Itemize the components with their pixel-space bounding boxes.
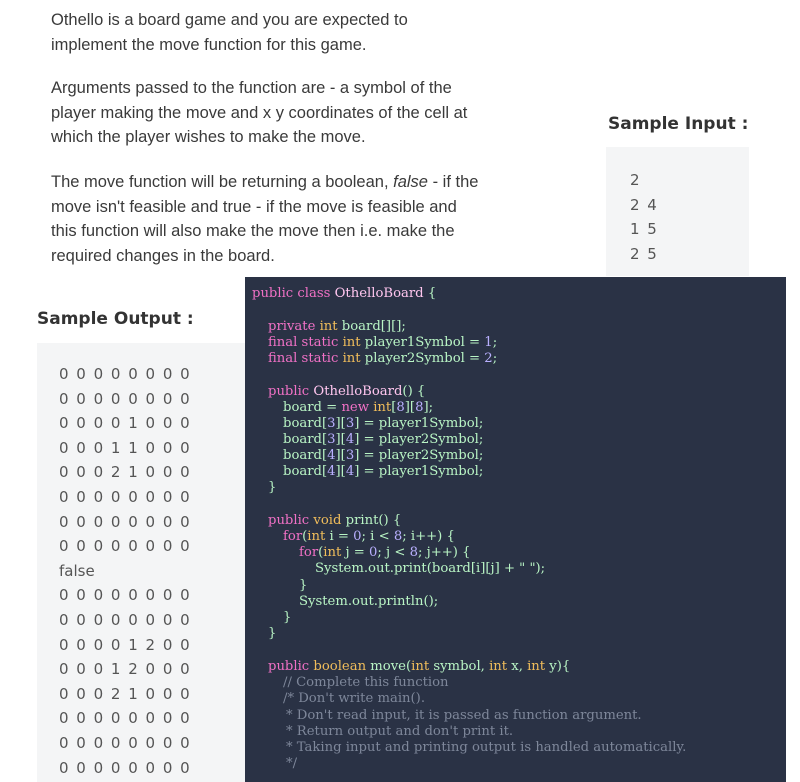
- sample-input-line: 2: [630, 171, 642, 189]
- code-token: print: [345, 513, 379, 528]
- code-token: 8: [393, 529, 403, 544]
- code-token: public: [268, 384, 314, 399]
- code-token: [: [391, 400, 397, 415]
- sample-output-line: 0 0 0 2 1 0 0 0: [59, 463, 192, 482]
- code-token: ; i++) {: [402, 529, 455, 544]
- code-token: ] = player2Symbol;: [354, 432, 484, 447]
- code-token: j =: [345, 545, 370, 560]
- code-token: 3: [345, 448, 355, 463]
- code-line-print-method: [268, 513, 401, 529]
- code-line-brace: }: [268, 626, 277, 641]
- code-line-print-cell: System.out.print(board[i][j] + " ");: [315, 561, 546, 576]
- code-token: board[: [283, 448, 328, 463]
- code-comment-line: * Return output and don't print it.: [286, 724, 514, 739]
- sample-output-line: 0 0 0 1 1 0 0 0: [59, 438, 192, 457]
- code-token: ] = player2Symbol;: [354, 448, 484, 463]
- problem-statement: [0, 0, 592, 276]
- code-token: int: [319, 319, 342, 334]
- code-token: 8: [409, 545, 418, 560]
- code-token: int: [373, 400, 392, 415]
- sample-output-line: 0 0 0 0 0 0 0 0: [59, 365, 192, 383]
- code-token: player1Symbol: [364, 335, 465, 350]
- code-token: 1: [484, 335, 493, 350]
- sample-input-heading: Sample Input :: [608, 114, 749, 134]
- code-token: int: [489, 659, 512, 674]
- sample-output-line: 0 0 0 0 0 0 0 0: [59, 537, 192, 556]
- code-token: private: [268, 319, 320, 334]
- code-token: int: [323, 545, 346, 560]
- code-token: final static: [268, 335, 343, 350]
- sample-output-line: 0 0 0 0 0 0 0 0: [59, 389, 192, 408]
- sample-input-line: 2 5: [630, 244, 659, 263]
- code-token: int: [307, 529, 330, 544]
- code-line-println: System.out.println();: [299, 594, 439, 609]
- code-token: board[: [283, 464, 328, 479]
- sample-output-line: 0 0 0 0 0 0 0 0: [59, 733, 192, 752]
- code-token: =: [464, 335, 485, 350]
- return-value-paragraph: [51, 170, 591, 268]
- code-token: 3: [327, 416, 336, 431]
- text-line: this function will also make the move then i.e. make the: [51, 222, 455, 240]
- sample-output-line: 0 0 0 0 0 0 0 0: [59, 758, 192, 777]
- code-token: 8: [396, 400, 405, 415]
- code-token: for: [299, 545, 319, 560]
- sample-output-line: 0 0 0 0 0 0 0 0: [59, 709, 192, 728]
- code-token: {: [423, 286, 437, 301]
- text-line: required changes in the board.: [51, 246, 275, 265]
- code-line-board-field: [268, 319, 406, 335]
- code-token: board[: [283, 432, 328, 447]
- code-comment-line: * Don't read input, it is passed as function argument.: [286, 708, 642, 723]
- code-line-board-set: [283, 448, 483, 464]
- code-token: () {: [402, 384, 426, 399]
- code-token: y){: [549, 659, 571, 674]
- sample-output-line: 0 0 0 0 1 2 0 0: [59, 635, 192, 654]
- sample-output-line: 0 0 0 0 0 0 0 0: [59, 610, 192, 629]
- code-token: (: [405, 659, 412, 674]
- code-token: x,: [511, 659, 528, 674]
- code-comment-line: */: [286, 756, 298, 771]
- text-fragment: The move function will be returning a boolean,: [51, 173, 394, 191]
- code-token: 4: [327, 448, 336, 463]
- code-token: void: [313, 513, 346, 528]
- code-token: () {: [378, 513, 402, 528]
- text-line: player making the move and x y coordinates of the cell at: [51, 103, 468, 122]
- text-line: Othello is a board game and you are expected to: [51, 11, 408, 29]
- code-line-brace: }: [283, 610, 292, 625]
- text-line: which the player wishes to make the move.: [51, 128, 366, 146]
- code-token: board: [341, 319, 381, 334]
- code-token: int: [342, 351, 365, 366]
- code-line-board-init: [283, 400, 433, 416]
- code-token: public: [268, 513, 314, 528]
- code-token: ][: [404, 400, 416, 415]
- code-token: 8: [415, 400, 424, 415]
- code-editor[interactable]: [245, 277, 786, 782]
- code-token: 0: [353, 529, 362, 544]
- code-token: ][: [335, 448, 346, 463]
- code-comment-line: * Taking input and printing output is handled automatically.: [286, 740, 687, 755]
- sample-output-line: false: [59, 561, 95, 580]
- code-line-board-set: [283, 416, 483, 432]
- arguments-paragraph: [51, 76, 591, 150]
- code-line-board-set: [283, 432, 483, 448]
- code-token: new: [341, 400, 374, 415]
- sample-output-line: 0 0 0 0 0 0 0 0: [59, 586, 192, 605]
- code-token: 2: [484, 351, 493, 366]
- code-token: 0: [369, 545, 378, 560]
- code-token: move: [370, 659, 406, 674]
- code-token: (: [318, 545, 324, 560]
- sample-output-line: 0 0 0 0 1 0 0 0: [59, 414, 192, 433]
- code-line-player1-symbol: [268, 335, 497, 351]
- code-token: int: [527, 659, 550, 674]
- sample-output-line: 0 0 0 2 1 0 0 0: [59, 684, 192, 703]
- code-line-for-j: [299, 545, 471, 561]
- sample-input-line: 2 4: [630, 195, 659, 214]
- problem-intro-paragraph: [51, 8, 591, 57]
- code-token: ; i <: [361, 529, 394, 544]
- code-line-brace: }: [268, 480, 277, 495]
- sample-output-line: 0 0 0 0 0 0 0 0: [59, 512, 192, 531]
- code-token: ][: [335, 416, 346, 431]
- code-token: OthelloBoard: [313, 384, 403, 399]
- code-token: ];: [423, 400, 434, 415]
- code-token: 3: [345, 416, 355, 431]
- code-token: player2Symbol: [364, 351, 465, 366]
- code-line-player2-symbol: [268, 351, 497, 367]
- code-token: i =: [329, 529, 354, 544]
- code-line-brace: }: [299, 578, 308, 593]
- code-token: ;: [492, 351, 498, 366]
- code-token: =: [464, 351, 485, 366]
- code-token: ] = player1Symbol;: [354, 464, 484, 479]
- code-token: int: [411, 659, 434, 674]
- code-comment-line: /* Don't write main().: [283, 691, 426, 706]
- code-token: public: [268, 659, 314, 674]
- code-token: 4: [327, 464, 336, 479]
- sample-output-heading: Sample Output :: [37, 309, 194, 329]
- sample-output-line: 0 0 0 1 2 0 0 0: [59, 660, 192, 679]
- code-token: 4: [345, 464, 355, 479]
- sample-output-box: [37, 343, 247, 782]
- code-token: ][: [335, 432, 346, 447]
- text-line: move isn't feasible and true - if the move is feasible and: [51, 197, 457, 216]
- code-token: board[: [283, 416, 328, 431]
- code-token: 4: [345, 432, 355, 447]
- code-token: ] = player1Symbol;: [354, 416, 484, 431]
- code-token: ; j <: [377, 545, 410, 560]
- code-token: OthelloBoard: [334, 286, 424, 301]
- code-token: symbol,: [433, 659, 490, 674]
- code-token: (: [302, 529, 308, 544]
- code-token: final static: [268, 351, 343, 366]
- code-token: int: [342, 335, 365, 350]
- code-token: ; j++) {: [417, 545, 471, 560]
- code-line-for-i: [283, 529, 455, 545]
- sample-input-box: [606, 147, 749, 276]
- code-token: boolean: [313, 659, 371, 674]
- code-token: board =: [283, 400, 342, 415]
- code-token: ][: [335, 464, 346, 479]
- code-token: [][];: [380, 319, 406, 334]
- text-line: implement the move function for this game.: [51, 35, 367, 54]
- code-token: for: [283, 529, 303, 544]
- code-line-constructor: [268, 384, 425, 400]
- code-token: public class: [252, 286, 335, 301]
- text-fragment: - if the: [427, 173, 479, 191]
- emphasis-false: false: [393, 173, 428, 191]
- code-line-class-decl: [252, 286, 436, 302]
- sample-output-line: 0 0 0 0 0 0 0 0: [59, 487, 192, 506]
- code-token: 3: [327, 432, 336, 447]
- code-line-board-set: [283, 464, 483, 480]
- sample-input-line: 1 5: [630, 220, 659, 239]
- code-token: ;: [492, 335, 498, 350]
- text-line: Arguments passed to the function are - a symbol of the: [51, 79, 452, 97]
- code-line-move-method: [268, 659, 570, 675]
- code-comment-line: // Complete this function: [283, 675, 449, 690]
